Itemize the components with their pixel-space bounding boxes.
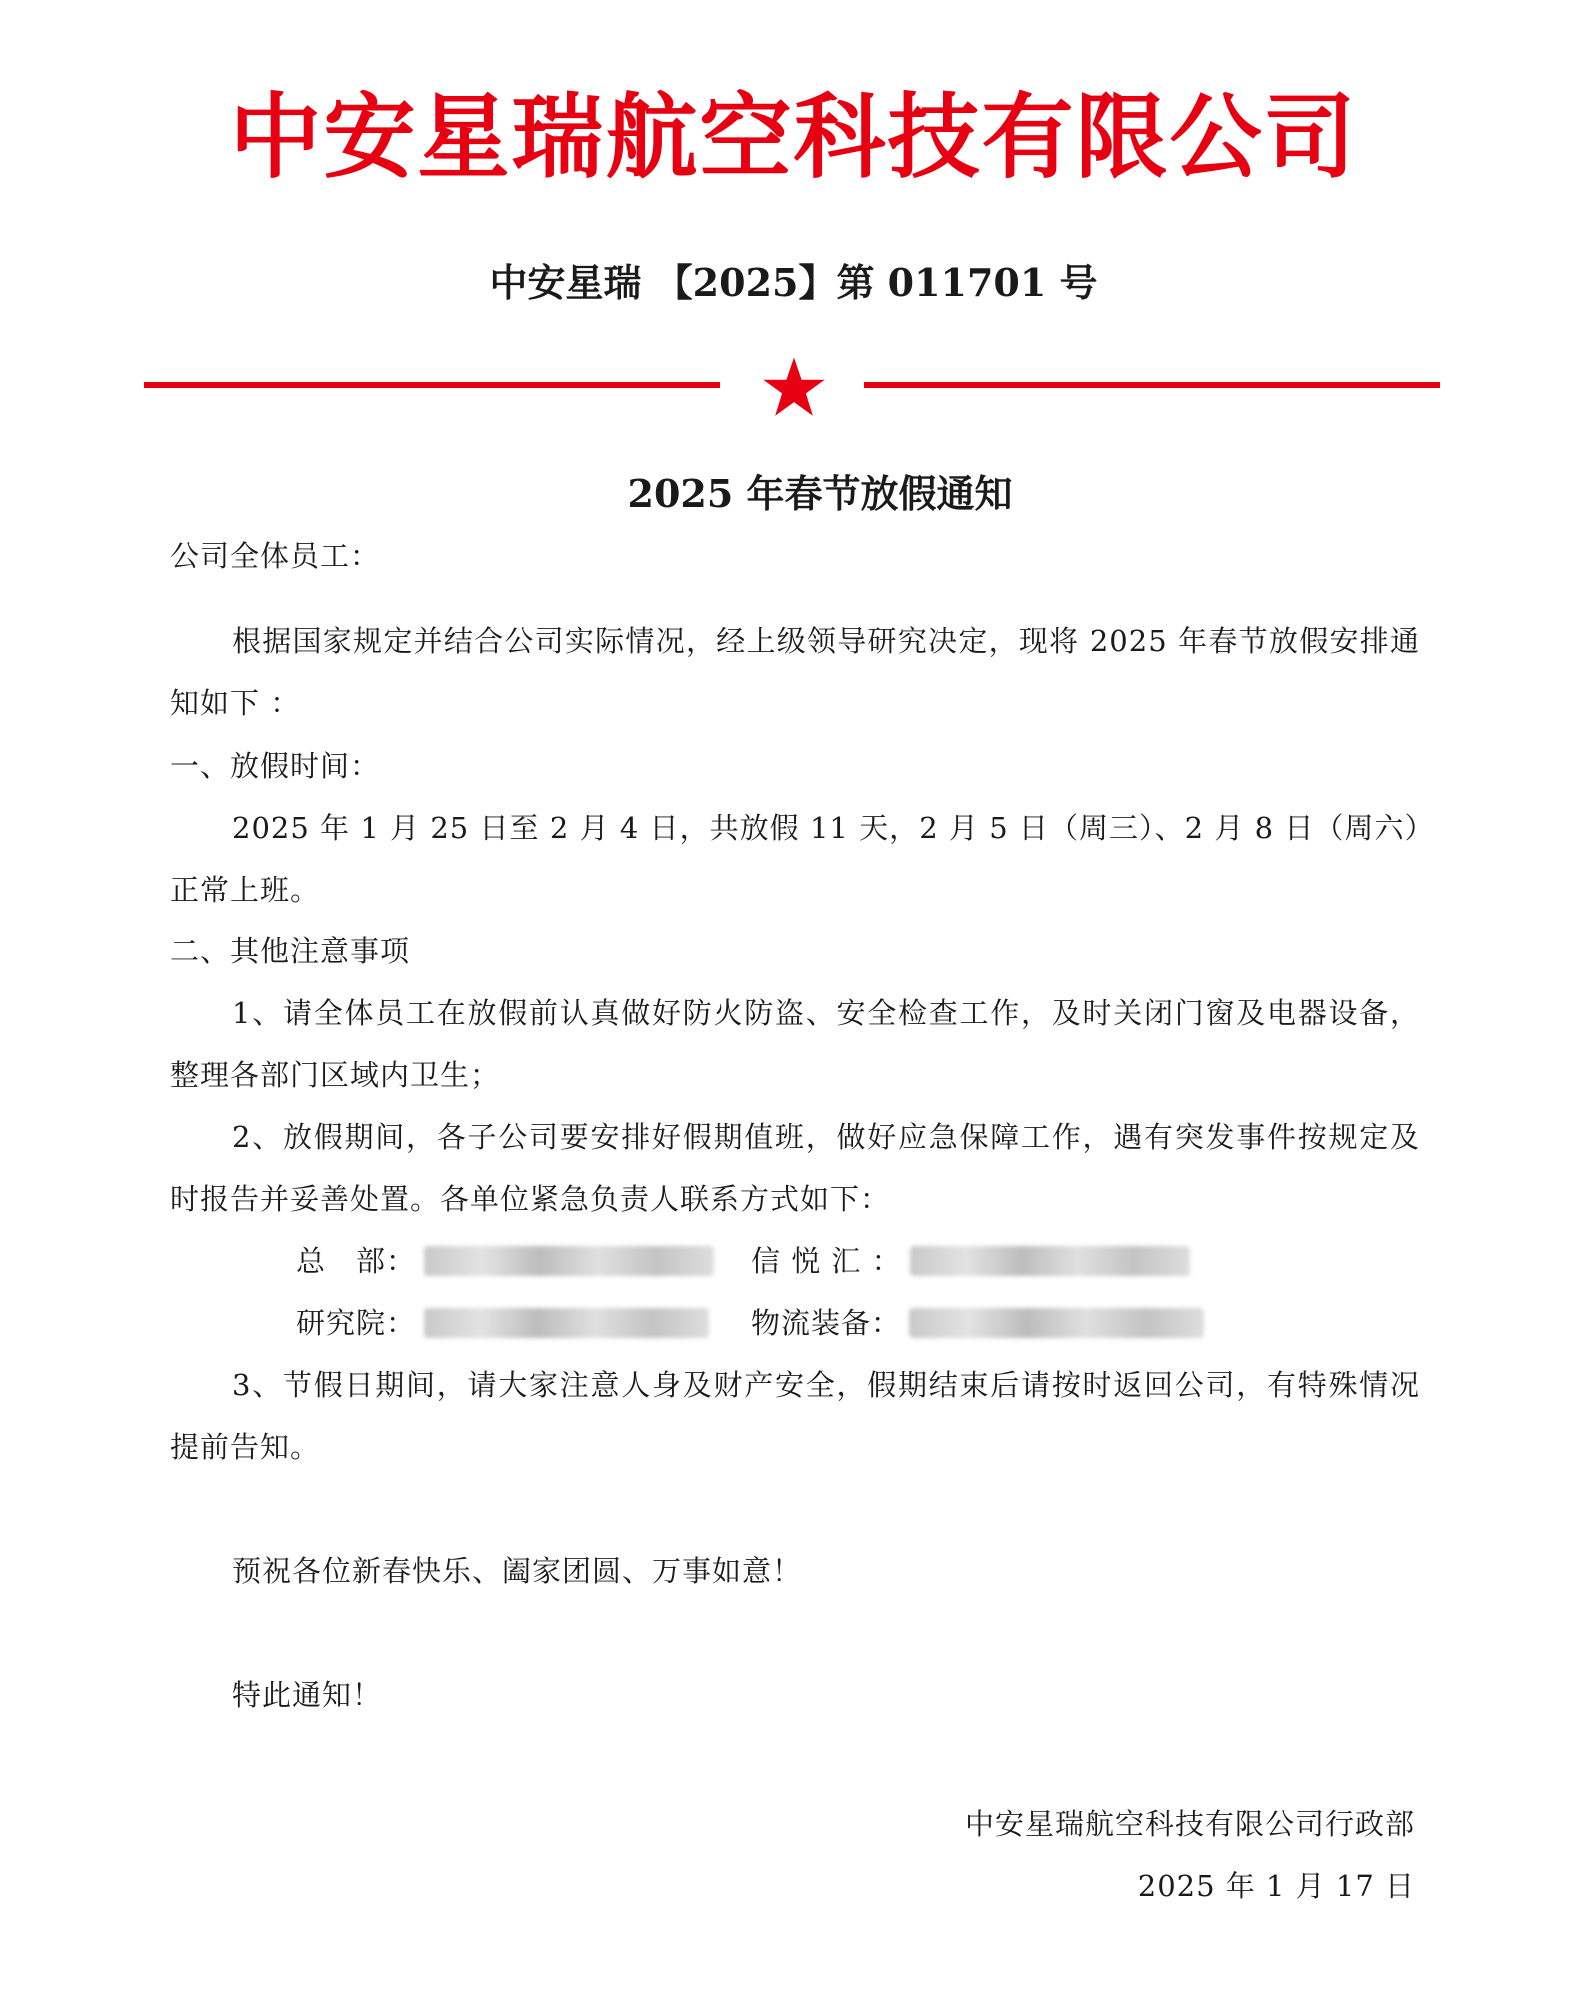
redacted-contact-info [424,1246,714,1276]
signature-department: 中安星瑞航空科技有限公司行政部 [964,1807,1415,1841]
note-item-3: 3、节假日期间，请大家注意人身及财产安全，假期结束后请按时返回公司，有特殊情况提前告知。 [170,1368,1420,1464]
contact-xinyuehui [751,1230,1206,1292]
greeting: 预祝各位新春快乐、阖家团圆、万事如意！ [232,1554,803,1588]
contact-label: 总 部： [296,1244,417,1278]
salutation: 公司全体员工： [170,539,381,573]
redacted-contact-info [424,1308,709,1338]
redacted-contact-info [909,1308,1204,1338]
contact-logistics-equipment [751,1292,1206,1354]
closing-line: 特此通知！ [232,1678,383,1712]
redacted-contact-info [910,1246,1190,1276]
contact-row [296,1292,1206,1354]
company-letterhead: 中安星瑞航空科技有限公司 [229,83,1358,191]
section-heading-holiday-time: 一、放假时间： [170,749,381,783]
red-star-icon [762,356,826,418]
contact-headquarters [296,1230,751,1292]
notice-title: 2025 年春节放假通知 [627,471,1013,516]
contact-row [296,1230,1206,1292]
note-item-2: 2、放假期间，各子公司要安排好假期值班，做好应急保障工作，遇有突发事件按规定及时报告并妥善处置。各单位紧急负责人联系方式如下： [170,1120,1420,1216]
document-number: 中安星瑞 【2025】第 011701 号 [489,260,1098,305]
section-heading-other-notes: 二、其他注意事项 [170,934,411,968]
intro-paragraph: 根据国家规定并结合公司实际情况，经上级领导研究决定，现将 2025 年春节放假安排通知如下 ： [170,624,1420,720]
note-item-1: 1、请全体员工在放假前认真做好防火防盗、安全检查工作，及时关闭门窗及电器设备，整理各部门区域内卫生； [170,996,1420,1092]
red-divider-left [144,382,720,388]
contact-research-institute [296,1292,751,1354]
signature-date: 2025 年 1 月 17 日 [1137,1869,1415,1903]
contact-label: 信 悦 汇 ： [751,1244,902,1278]
contact-label: 物流装备： [751,1306,902,1340]
red-divider-right [864,382,1440,388]
holiday-period-paragraph: 2025 年 1 月 25 日至 2 月 4 日，共放假 11 天，2 月 5 日（周三）、2 月 8 日（周六）正常上班。 [170,811,1420,907]
contact-label: 研究院： [296,1306,417,1340]
